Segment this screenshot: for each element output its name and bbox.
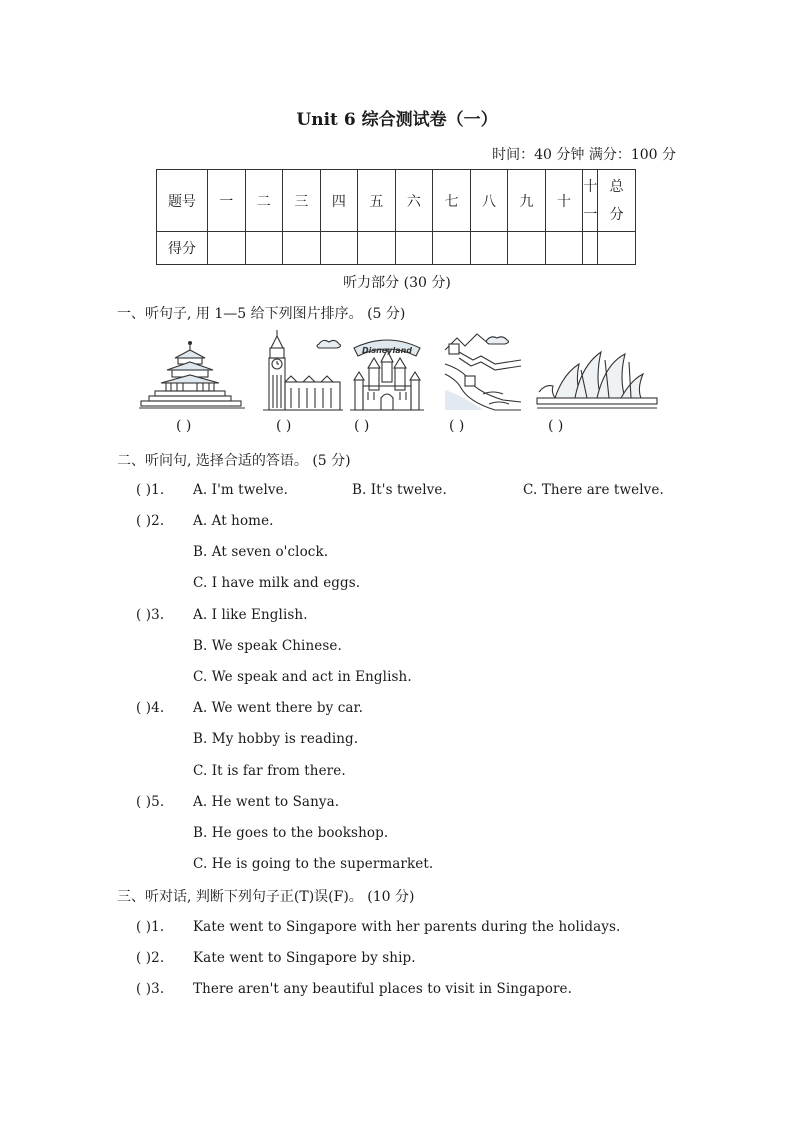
score-cell[interactable] xyxy=(245,232,283,265)
option-b: B. We speak Chinese. xyxy=(193,638,342,654)
col-label: 四 xyxy=(320,170,358,232)
col-label: 九 xyxy=(508,170,546,232)
score-table-header-row xyxy=(157,170,636,232)
score-cell[interactable] xyxy=(433,232,471,265)
score-cell[interactable] xyxy=(208,232,246,265)
section1-title: 一、听句子, 用 1—5 给下列图片排序。 (5 分) xyxy=(117,306,406,322)
col-label: 六 xyxy=(395,170,433,232)
score-cell[interactable] xyxy=(395,232,433,265)
option-c: C. It is far from there. xyxy=(193,763,346,779)
picture-row xyxy=(130,330,670,412)
option-a: A. He went to Sanya. xyxy=(193,794,340,810)
option-b: B. It's twelve. xyxy=(352,482,447,498)
row-label-score: 得分 xyxy=(157,232,208,265)
great-wall-image xyxy=(443,330,523,412)
score-cell[interactable] xyxy=(598,232,636,265)
picture-answer-blank[interactable]: ( ) xyxy=(548,418,564,434)
score-table-score-row xyxy=(157,232,636,265)
option-c: C. He is going to the supermarket. xyxy=(193,856,434,872)
option-c: C. We speak and act in English. xyxy=(193,669,412,685)
sydney-opera-house-image xyxy=(535,330,660,412)
score-table xyxy=(156,169,636,265)
big-ben-image xyxy=(263,330,343,412)
score-cell[interactable] xyxy=(283,232,321,265)
col-label: 十一 xyxy=(583,170,598,232)
row-label-question: 题号 xyxy=(157,170,208,232)
col-label: 总分 xyxy=(598,170,636,232)
score-cell[interactable] xyxy=(470,232,508,265)
option-b: B. My hobby is reading. xyxy=(193,731,359,747)
score-cell[interactable] xyxy=(320,232,358,265)
option-a: A. We went there by car. xyxy=(193,700,364,716)
disneyland-castle-image xyxy=(350,330,424,412)
picture-answer-blank[interactable]: ( ) xyxy=(449,418,465,434)
time-info: 时间：40 分钟 满分：100 分 xyxy=(492,147,676,163)
col-label: 十 xyxy=(545,170,583,232)
section2-title: 二、听问句, 选择合适的答语。 (5 分) xyxy=(117,453,351,469)
statement-text: There aren't any beautiful places to visit in Singapore. xyxy=(193,981,572,997)
question-number[interactable]: ( )2. xyxy=(136,513,165,529)
section3-title: 三、听对话, 判断下列句子正(T)误(F)。 (10 分) xyxy=(117,889,415,905)
picture-answer-blank[interactable]: ( ) xyxy=(354,418,370,434)
temple-of-heaven-image xyxy=(135,330,250,412)
picture-answer-blank[interactable]: ( ) xyxy=(276,418,292,434)
option-b: B. At seven o'clock. xyxy=(193,544,329,560)
score-cell[interactable] xyxy=(583,232,598,265)
question-number[interactable]: ( )3. xyxy=(136,981,165,997)
question-number[interactable]: ( )5. xyxy=(136,794,165,810)
option-c: C. There are twelve. xyxy=(523,482,664,498)
castle-sign-text: Disneyland xyxy=(361,346,413,355)
option-a: A. I like English. xyxy=(193,607,308,623)
statement-text: Kate went to Singapore by ship. xyxy=(193,950,416,966)
col-label: 二 xyxy=(245,170,283,232)
picture-answer-blank[interactable]: ( ) xyxy=(176,418,192,434)
col-label: 七 xyxy=(433,170,471,232)
score-cell[interactable] xyxy=(545,232,583,265)
score-cell[interactable] xyxy=(358,232,396,265)
option-a: A. I'm twelve. xyxy=(193,482,289,498)
col-label: 一 xyxy=(208,170,246,232)
statement-text: Kate went to Singapore with her parents during the holidays. xyxy=(193,919,621,935)
question-number[interactable]: ( )3. xyxy=(136,607,165,623)
question-number[interactable]: ( )2. xyxy=(136,950,165,966)
question-number[interactable]: ( )1. xyxy=(136,482,165,498)
col-label: 五 xyxy=(358,170,396,232)
question-number[interactable]: ( )1. xyxy=(136,919,165,935)
question-number[interactable]: ( )4. xyxy=(136,700,165,716)
page-title: Unit 6 综合测试卷（一） xyxy=(296,110,498,130)
score-cell[interactable] xyxy=(508,232,546,265)
listening-heading: 听力部分 (30 分) xyxy=(343,275,451,291)
option-b: B. He goes to the bookshop. xyxy=(193,825,389,841)
col-label: 八 xyxy=(470,170,508,232)
option-c: C. I have milk and eggs. xyxy=(193,575,361,591)
option-a: A. At home. xyxy=(193,513,274,529)
col-label: 三 xyxy=(283,170,321,232)
